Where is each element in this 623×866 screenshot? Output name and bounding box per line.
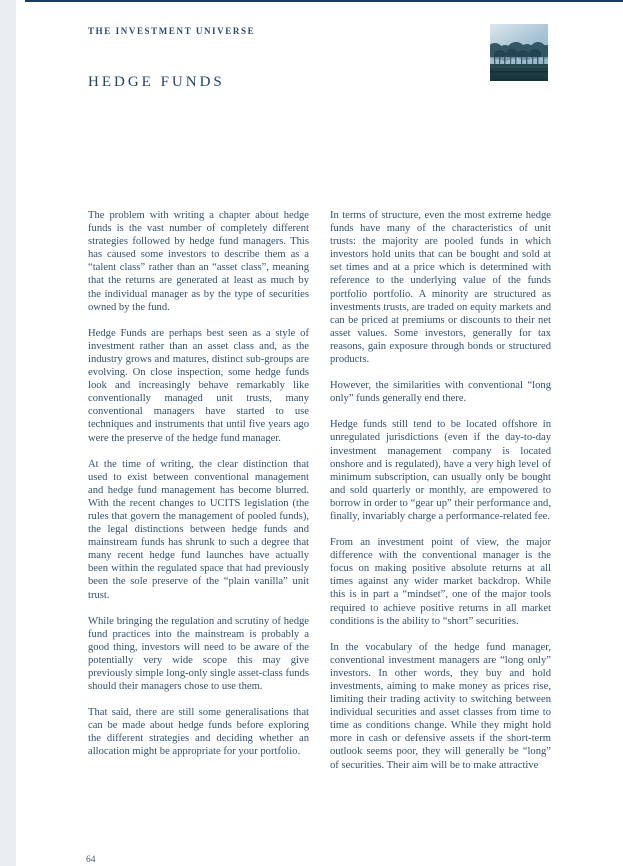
text-column-right: [330, 209, 551, 785]
paragraph: Hedge Funds are perhaps best seen as a style of investment rather than an asset class and, as the industry grows and matures, distinct sub-groups are evolving. On close inspection, some hedge funds look and increasingly behave remarkably like conventionally managed unit trusts, many conventional managers have started to use techniques and instruments that until five years ago were the preserve of the hedge fund manager.: [88, 327, 309, 444]
paragraph: The problem with writing a chapter about hedge funds is the vast number of completely different strategies followed by hedge fund managers. This has caused some investors to describe them as a “talent class” rather than an “asset class”, meaning that the returns are generated at least as much by the individual manager as by the type of securities owned by the fund.: [88, 210, 309, 313]
trees-painting: [490, 24, 548, 81]
paragraph: From an investment point of view, the major difference with the conventional manager is the focus on making positive absolute returns at all times against any wider market backdrop. While this is in part a “mindset”, one of the major tools required to achieve positive returns in all market conditions is the ability to “short” securities.: [330, 537, 551, 627]
page-number: 64: [86, 855, 96, 865]
page-edge-strip: [0, 0, 16, 866]
paragraph: In terms of structure, even the most extreme hedge funds have many of the characteristics of unit trusts: the majority are pooled funds in which investors hold units that can be bought and sold at set times and at a price which is determined with reference to the underlying value of the funds portfolio portfolio. A minority are structured as investments trusts, are traded on equity markets and can be priced at premiums or discounts to their net asset values. Some investors, generally for tax reasons, gain exposure through bonds or structured products.: [330, 210, 551, 366]
paragraph: Hedge funds still tend to be located offshore in unregulated jurisdictions (even if the day-to-day investment management company is located onshore and is regulated), have a very high level of minimum subscription, can usually only be bought and sold quarterly or monthly, are empowered to borrow in order to “gear up” their performance and, finally, invariably charge a performance-related fee.: [330, 419, 551, 522]
paragraph: While bringing the regulation and scrutiny of hedge fund practices into the mainstream is probably a good thing, investors will need to be aware of the potentially very wide scope this may give previously simple long-only single asset-class funds should their managers chose to use them.: [88, 615, 309, 693]
paragraph: In the vocabulary of the hedge fund manager, conventional investment managers are “long only” investors. In other words, they buy and hold investments, aiming to make money as prices rise, limiting their trading activity to switching between individual securities and asset classes from time to time as conditions change. While they might hold more in cash or defensive assets if the short-term outlook seems poor, they will generally be “long” of securities. Their aim will be to make attractive: [330, 641, 551, 771]
paragraph: That said, there are still some generalisations that can be made about hedge funds before exploring the different strategies and deciding whether an allocation might be appropriate for your portfolio.: [88, 707, 309, 758]
paragraph: At the time of writing, the clear distinction that used to exist between conventional management and hedge fund management has become blurred. With the recent changes to UCITS legislation (the rules that govern the management of pooled funds), the legal distinctions between hedge funds and mainstream funds has shrunk to such a degree that many recent hedge fund launches have actually been within the regulated space that had previously been the sole preserve of the “plain vanilla” unit trust.: [88, 458, 309, 601]
page-title: HEDGE FUNDS: [88, 74, 225, 90]
header-rule: [25, 0, 623, 2]
paragraph: However, the similarities with conventional “long only” funds generally end there.: [330, 380, 551, 405]
running-header: THE INVESTMENT UNIVERSE: [88, 26, 256, 36]
text-column-left: [88, 209, 309, 772]
